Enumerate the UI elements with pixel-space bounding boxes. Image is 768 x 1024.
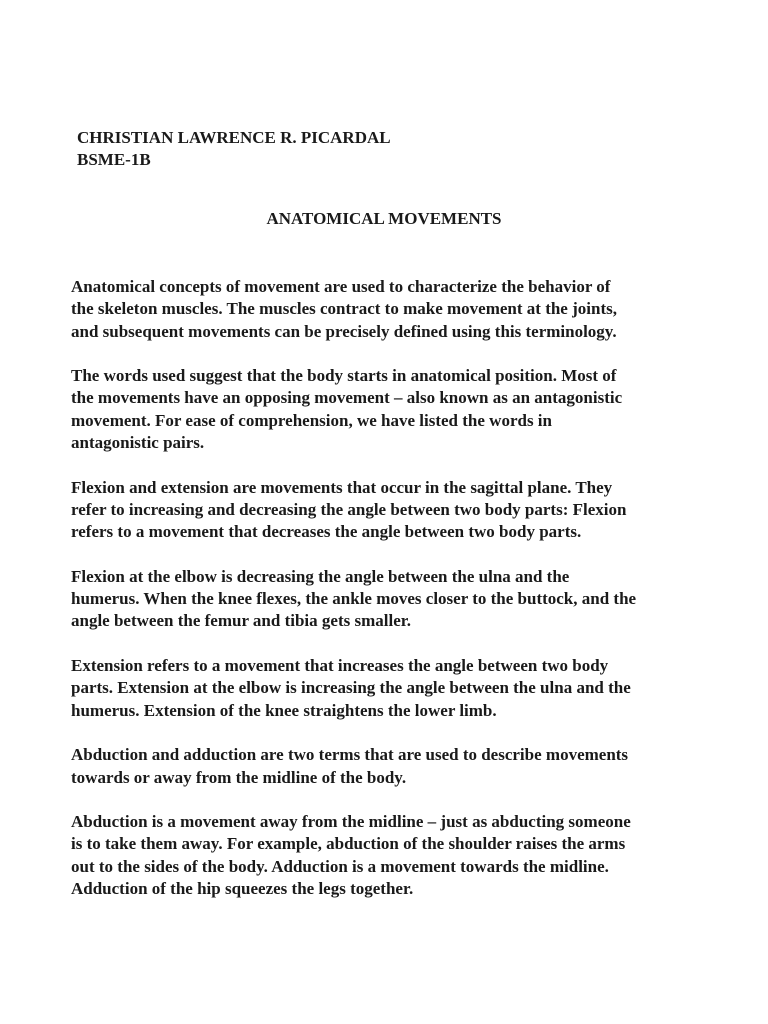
- paragraph-flexion-extension: Flexion and extension are movements that occur in the sagittal plane. They refer to increasing and decreasing the angle between two body parts: Flexion refers to a movement that decreases the angle between two body parts.: [71, 477, 627, 542]
- paragraph-flexion-elbow: Flexion at the elbow is decreasing the angle between the ulna and the humerus. When the knee flexes, the ankle moves closer to the buttock, and the angle between the femur and tibia gets smaller.: [71, 566, 637, 631]
- paragraph-intro: Anatomical concepts of movement are used to characterize the behavior of the skeleton muscles. The muscles contract to make movement at the joints, and subsequent movements can be precisely defined using this terminology.: [71, 277, 617, 341]
- paragraph-abduction-detail: Abduction is a movement away from the midline – just as abducting someone is to take them away. For example, abduction of the shoulder raises the arms out to the sides of the body. Adduction is a movement towards the midline. Adduction of the hip squeezes the legs together.: [71, 812, 631, 899]
- course-section: BSME-1B: [77, 150, 151, 169]
- document-title: ANATOMICAL MOVEMENTS: [266, 209, 502, 228]
- paragraph-extension: Extension refers to a movement that increases the angle between two body parts. Extension at the elbow is increasing the angle between the ulna and the humerus. Extension of the knee straightens the lower limb.: [71, 656, 631, 720]
- paragraph-anatomical-position: The words used suggest that the body starts in anatomical position. Most of the movements have an opposing movement – also known as an antagonistic movement. For ease of comprehension, we have listed the words in antagonistic pairs.: [71, 366, 623, 453]
- author-name: CHRISTIAN LAWRENCE R. PICARDAL: [77, 128, 391, 147]
- document-body: [71, 276, 711, 923]
- author-header: [77, 127, 391, 171]
- paragraph-abduction-adduction: Abduction and adduction are two terms that are used to describe movements towards or away from the midline of the body.: [71, 745, 629, 787]
